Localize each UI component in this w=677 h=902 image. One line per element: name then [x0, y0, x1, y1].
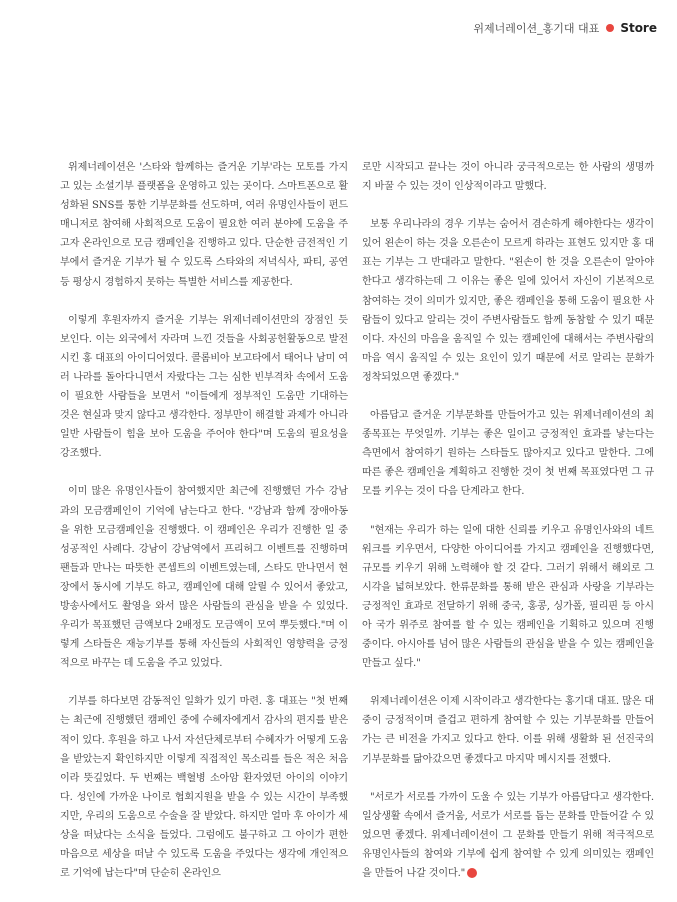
- section-label: Store: [620, 21, 657, 35]
- bullet-dot-icon: [606, 24, 614, 32]
- paragraph-final: [362, 788, 654, 883]
- paragraph: 보통 우리나라의 경우 기부는 숨어서 겸손하게 해야한다는 생각이 있어 왼손이 하는 것을 오른손이 모르게 하라는 표현도 있지만 홍 대표는 기부는 그 반대라고 말한다. "왼손이 한 것을 오른손이 알아야 한다고 생각하는데 그 이유는 좋은 일에 있어서 자신이 기본적으로 참여하는 것이 의미가 있지만, 좋은 캠페인을 통해 도움이 필요한 사람들이 있다고 알리는 것이 주변사람들도 함께 동참할 수 있기 때문이다. 자신의 마음을 움직일 수 있는 캠페인에 대해서는 주변사람의 마음 역시 움직일 수 있는 요인이 있기 때문에 서로 알리는 문화가 정착되었으면 좋겠다.": [362, 219, 654, 383]
- paragraph: 아름답고 즐거운 기부문화를 만들어가고 있는 위제너레이션의 최종목표는 무엇일까. 기부는 좋은 일이고 긍정적인 효과를 낳는다는 측면에서 참여하기 원하는 스타들도 많아지고 있다고 말한다. 그에 따른 좋은 캠페인을 계획하고 진행한 것이 첫 번째 목표였다면 그 규모를 키우는 것이 다음 단계라고 한다.: [362, 410, 654, 498]
- paragraph: 위제너레이션은 이제 시작이라고 생각한다는 홍기대 대표. 많은 대중이 긍정적이며 즐겁고 편하게 참여할 수 있는 기부문화를 만들어가는 큰 비전을 가지고 있다고 한다. 이를 위해 생활화 된 선진국의 기부문화를 닮아갔으면 좋겠다고 마지막 메시지를 전했다.: [362, 696, 654, 765]
- paragraph: "현재는 우리가 하는 일에 대한 신뢰를 키우고 유명인사와의 네트워크를 키우면서, 다양한 아이디어를 가지고 캠페인을 진행했다면, 규모를 키우기 위해 노력해야 할 것 같다. 그러기 위해서 해외로 그 시각을 넓혀보았다. 한류문화를 통해 받은 관심과 사랑을 기부라는 긍정적인 효과로 전달하기 위해 중국, 홍콩, 싱가폴, 필리핀 등 아시아 국가 위주로 참여를 할 수 있는 캠페인을 기획하고 있으며 진행 중이다. 아시아를 넘어 많은 사람들의 관심을 받을 수 있는 캠페인을 만들고 싶다.": [362, 524, 654, 670]
- paragraph-final-text: "서로가 서로를 가까이 도울 수 있는 기부가 아름답다고 생각한다. 일상생활 속에서 즐거움, 서로가 서로를 돕는 문화를 만들어갈 수 있었으면 좋겠다. 위제너레이션이 그 문화를 만들기 위해 적극적으로 유명인사들의 참여와 기부에 쉽게 참여할 수 있게 의미있는 캠페인을 만들어 나갈 것이다.": [362, 791, 654, 879]
- paragraph: 로만 시작되고 끝나는 것이 아니라 궁극적으로는 한 사람의 생명까지 바꿀 수 있는 것이 인상적이라고 말했다.: [362, 162, 654, 193]
- page-header: [473, 20, 657, 36]
- paragraph: 위제너레이션은 '스타와 함께하는 즐거운 기부'라는 모토를 가지고 있는 소셜기부 플랫폼을 운영하고 있는 곳이다. 스마트폰으로 활성화된 SNS를 통한 기부문화를 선도하며, 여러 유명인사들이 펀드매니저로 참여해 사회적으로 도움이 필요한 여러 분야에 도움을 주고자 온라인으로 모금 캠페인을 진행하고 있다. 단순한 금전적인 기부에서 즐거운 기부가 될 수 있도록 스타와의 저녁식사, 파티, 공연 등 평상시 경험하지 못하는 특별한 서비스를 제공한다.: [60, 162, 348, 288]
- paragraph: 이미 많은 유명인사들이 참여했지만 최근에 진행했던 가수 강남과의 모금캠페인이 기억에 남는다고 한다. "강남과 함께 장애아동을 위한 모금캠페인을 진행했다. 이 캠페인은 우리가 진행한 일 중 성공적인 사례다. 강남이 강남역에서 프리허그 이벤트를 진행하며 팬들과 만나는 따뜻한 콘셉트의 이벤트였는데, 스타도 만나면서 현장에서 동시에 기부도 하고, 캠페인에 대해 알릴 수 있어서 좋았고, 방송사에서도 촬영을 와서 많은 사람들의 관심을 받을 수 있었다. 우리가 목표했던 금액보다 2배정도 모금액이 모여 뿌듯했다."며 이렇게 스타들은 재능기부를 통해 자신들의 사회적인 영향력을 긍정적으로 바꾸는 데 도움을 주고 있었다.: [60, 486, 348, 670]
- paragraph: 기부를 하다보면 감동적인 일화가 있기 마련. 홍 대표는 "첫 번째는 최근에 진행했던 캠페인 중에 수혜자에게서 감사의 편지를 받은 적이 있다. 후원을 하고 나서 자선단체로부터 수혜자가 어떻게 도움을 받았는지 확인하지만 이렇게 직접적인 목소리를 들은 적은 처음이라 뜻깊었다. 두 번째는 백혈병 소아암 환자였던 아이의 이야기다. 성인에 가까운 나이로 협회지원을 받을 수 있는 시간이 부족했지만, 우리의 도움으로 수술을 잘 받았다. 하지만 얼마 후 아이가 세상을 떠났다는 소식을 들었다. 그럼에도 불구하고 그 아이가 편한 마음으로 세상을 떠날 수 있도록 도움을 주었다는 생각에 개인적으로 기억에 납는다"며 단순히 온라인으: [60, 696, 348, 880]
- paragraph: 이렇게 후원자까지 즐거운 기부는 위제너레이션만의 장점인 듯 보인다. 이는 외국에서 자라며 느낀 것들을 사회공헌활동으로 발전시킨 홍 대표의 아이디어였다. 콜롬비아 보고타에서 태어나 남미 여러 나라를 돌아다니면서 자랐다는 그는 심한 빈부격차 속에서 도움이 필요한 사람들을 보면서 "이들에게 정부적인 도움만 기대하는 것은 현실과 맞지 않다고 생각한다. 정부만이 해결할 과제가 아니라 일반 사람들이 힘을 보아 도움을 주어야 한다"며 도움의 필요성을 강조했다.: [60, 314, 348, 460]
- section-title: 위제너레이션_홍기대 대표: [473, 22, 600, 35]
- article-column-right: [362, 158, 654, 902]
- end-mark-icon: [467, 868, 477, 878]
- article-column-left: [60, 158, 348, 902]
